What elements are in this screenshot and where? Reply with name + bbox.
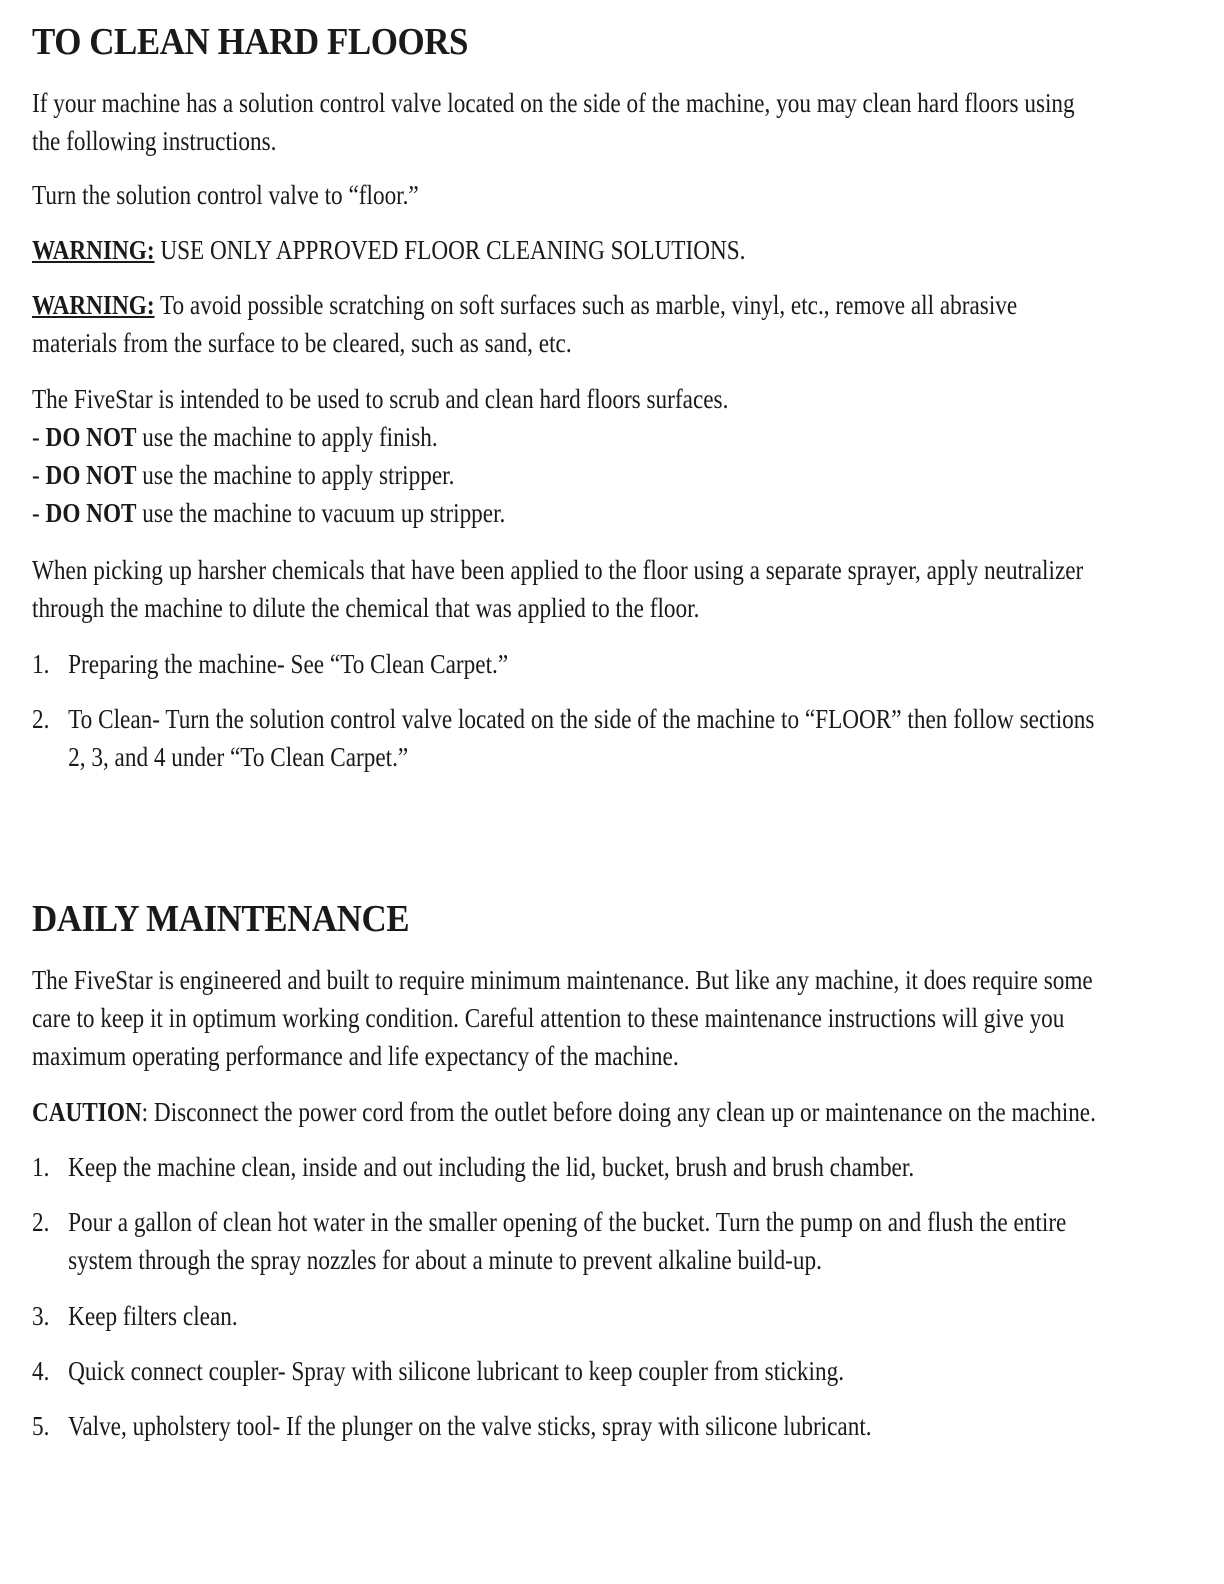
warning-text: USE ONLY APPROVED FLOOR CLEANING SOLUTIONS. [154, 235, 746, 265]
chemicals-note [32, 551, 1184, 627]
list-number: 4. [32, 1356, 50, 1386]
do-not-item: - DO NOT use the machine to apply stripper. [32, 460, 455, 490]
warning-label: WARNING: [32, 290, 155, 320]
warning-text-line-2: materials from the surface to be cleared, such as sand, etc. [32, 328, 572, 358]
list-item [32, 700, 1184, 776]
hard-floors-intro [32, 84, 1184, 160]
maintenance-title: DAILY MAINTENANCE [32, 898, 410, 940]
maintenance-intro-line-1: The FiveStar is engineered and built to require minimum maintenance. But like any machine, it does require some [32, 965, 1093, 995]
warning-scratching [32, 286, 1184, 362]
intro-line-1: If your machine has a solution control valve located on the side of the machine, you may clean hard floors using [32, 88, 1075, 118]
list-text: Valve, upholstery tool- If the plunger on the valve sticks, spray with silicone lubricant. [68, 1411, 872, 1441]
list-item [32, 1407, 1184, 1445]
intro-line-2: the following instructions. [32, 126, 277, 156]
list-item [32, 1203, 1184, 1279]
caution-note [32, 1093, 1184, 1131]
maintenance-intro-line-3: maximum operating performance and life expectancy of the machine. [32, 1041, 679, 1071]
warning-label: WARNING: [32, 235, 155, 265]
do-not-item: - DO NOT use the machine to apply finish. [32, 422, 438, 452]
maintenance-intro-line-2: care to keep it in optimum working condition. Careful attention to these maintenance instructions will give you [32, 1003, 1065, 1033]
list-text: Quick connect coupler- Spray with silicone lubricant to keep coupler from sticking. [68, 1356, 845, 1386]
caution-text: : Disconnect the power cord from the outlet before doing any clean up or maintenance on the machine. [141, 1097, 1096, 1127]
list-text: Keep filters clean. [68, 1301, 238, 1331]
list-text: Preparing the machine- See “To Clean Carpet.” [68, 649, 509, 679]
do-not-item: - DO NOT use the machine to vacuum up stripper. [32, 498, 506, 528]
list-item [32, 645, 1184, 683]
caution-label: CAUTION [32, 1097, 142, 1127]
list-number: 1. [32, 1152, 50, 1182]
chemicals-line-1: When picking up harsher chemicals that have been applied to the floor using a separate sprayer, apply neutralizer [32, 555, 1084, 585]
list-text: Keep the machine clean, inside and out including the lid, bucket, brush and brush chamber. [68, 1152, 915, 1182]
warning-text-line-1: To avoid possible scratching on soft surfaces such as marble, vinyl, etc., remove all abrasive [154, 290, 1018, 320]
list-number: 2. [32, 1207, 50, 1237]
intended-use-block [32, 380, 1184, 532]
list-number: 2. [32, 704, 50, 734]
list-number: 1. [32, 649, 50, 679]
chemicals-line-2: through the machine to dilute the chemical that was applied to the floor. [32, 593, 700, 623]
list-item [32, 1297, 1184, 1335]
warning-approved-solutions [32, 231, 1184, 269]
list-item [32, 1352, 1184, 1390]
list-text: To Clean- Turn the solution control valve located on the side of the machine to “FLOOR” then follow sections 2, 3, and 4 under “To Clean Carpet.” [68, 704, 1095, 772]
list-text: Pour a gallon of clean hot water in the smaller opening of the bucket. Turn the pump on and flush the entire system through the spray nozzles for about a minute to prevent alkaline build-up. [68, 1207, 1067, 1275]
intended-use: The FiveStar is intended to be used to scrub and clean hard floors surfaces. [32, 384, 729, 414]
hard-floors-title: TO CLEAN HARD FLOORS [32, 21, 468, 63]
turn-valve-instruction: Turn the solution control valve to “floor.” [32, 180, 419, 210]
list-item [32, 1148, 1184, 1186]
list-number: 3. [32, 1301, 50, 1331]
maintenance-intro [32, 961, 1184, 1075]
list-number: 5. [32, 1411, 50, 1441]
